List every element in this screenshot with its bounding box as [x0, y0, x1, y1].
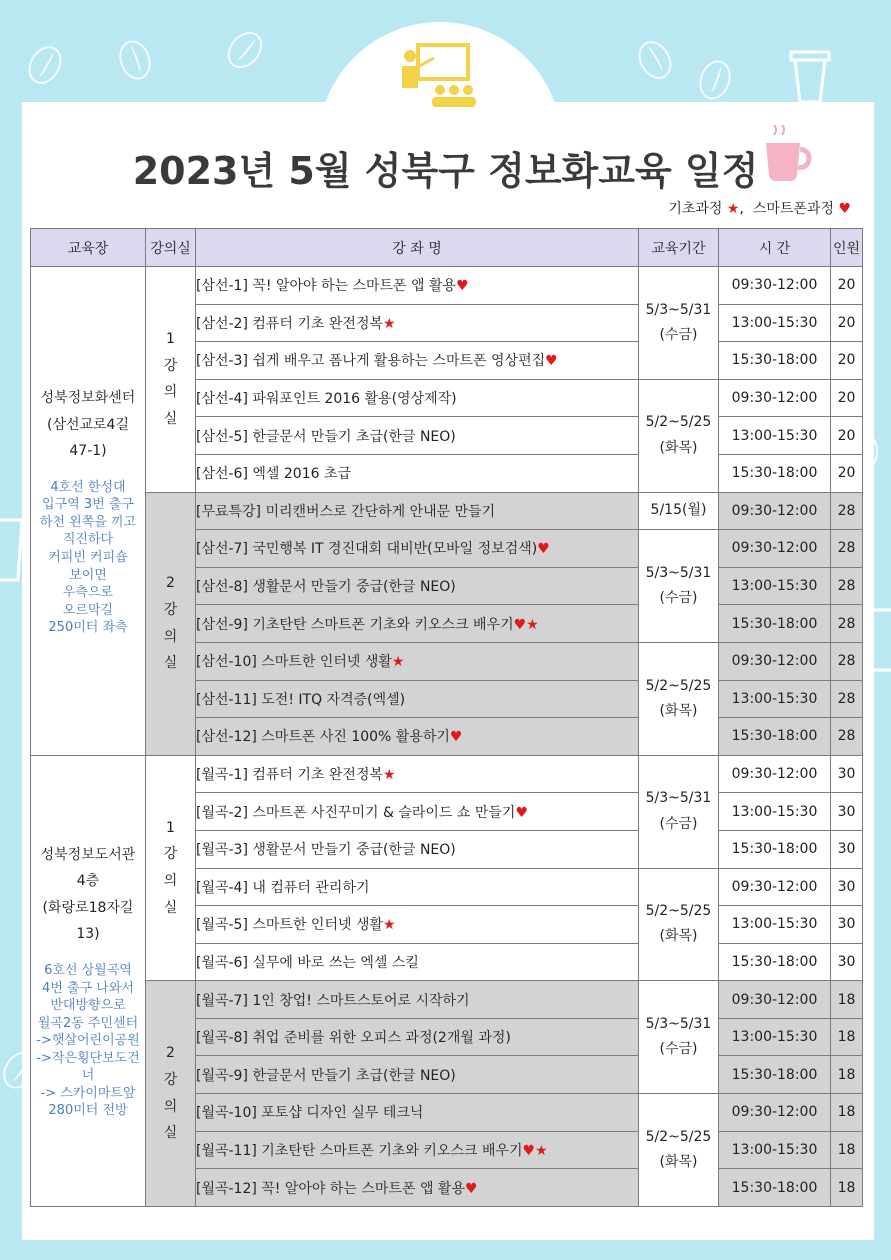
- directions-line: 커피빈 커피숍: [48, 549, 128, 565]
- course-name: [삼선-6] 엑셀 2016 초급: [196, 466, 352, 483]
- course-name-cell: [196, 1169, 639, 1207]
- course-name-cell: [196, 417, 639, 455]
- legend: 기초과정 ★, 스마트폰과정 ♥: [668, 201, 851, 217]
- period-line: (수금): [659, 815, 698, 832]
- period-line: 5/15(월): [650, 502, 707, 519]
- coffee-bean-icon: [694, 56, 736, 104]
- course-marker-icon: ♥: [464, 1180, 478, 1197]
- capacity-cell: 30: [831, 830, 863, 868]
- capacity-cell: 28: [831, 718, 863, 756]
- course-name: [삼선-4] 파워포인트 2016 활용(영상제작): [196, 391, 457, 408]
- course-name-cell: [196, 379, 639, 417]
- period-line: 5/3~5/31: [645, 790, 712, 807]
- table-row: [31, 755, 863, 793]
- capacity-cell: 20: [831, 342, 863, 380]
- capacity-cell: 30: [831, 793, 863, 831]
- classroom-cell: [146, 492, 196, 755]
- time-cell: 09:30-12:00: [719, 981, 831, 1019]
- course-name: [무료특강] 미리캔버스로 간단하게 안내문 만들기: [196, 503, 496, 520]
- time-cell: 09:30-12:00: [719, 868, 831, 906]
- header-cell: 강 좌 명: [196, 229, 639, 267]
- classroom-cell: [146, 267, 196, 493]
- period-line: 5/3~5/31: [645, 1015, 712, 1032]
- capacity-cell: 28: [831, 492, 863, 530]
- time-cell: 15:30-18:00: [719, 1056, 831, 1094]
- time-cell: 13:00-15:30: [719, 680, 831, 718]
- location-name-line: (삼선교로4길: [47, 416, 129, 433]
- classroom-char: 1: [166, 819, 175, 836]
- coffee-cup-icon: [775, 40, 845, 110]
- directions-line: 우측으로: [62, 585, 114, 601]
- course-name: [삼선-9] 기초탄탄 스마트폰 기초와 키오스크 배우기: [196, 616, 514, 633]
- course-name-cell: [196, 755, 639, 793]
- capacity-cell: 20: [831, 454, 863, 492]
- location-name-line: 성북정보도서관: [40, 846, 136, 863]
- capacity-cell: 18: [831, 1131, 863, 1169]
- classroom-char: 강: [163, 1071, 178, 1088]
- course-name: [월곡-1] 컴퓨터 기초 완전정복: [196, 767, 383, 784]
- classroom-char: 의: [163, 628, 178, 645]
- period-cell: [639, 642, 719, 755]
- classroom-char: 1: [166, 331, 175, 348]
- coffee-bean-icon: [632, 35, 678, 85]
- course-marker-icon: ★: [383, 767, 396, 784]
- header-cell: 교육기간: [639, 229, 719, 267]
- course-name-cell: [196, 605, 639, 643]
- course-name-cell: [196, 868, 639, 906]
- time-cell: 13:00-15:30: [719, 906, 831, 944]
- course-name: [월곡-12] 꼭! 알아야 하는 스마트폰 앱 활용: [196, 1180, 465, 1197]
- course-name: [월곡-3] 생활문서 만들기 중급(한글 NEO): [196, 842, 456, 859]
- directions: [31, 479, 145, 637]
- time-cell: 09:30-12:00: [719, 267, 831, 305]
- time-cell: 13:00-15:30: [719, 417, 831, 455]
- page-title: 2023년 5월 성북구 정보화교육 일정: [132, 149, 759, 193]
- time-cell: 09:30-12:00: [719, 379, 831, 417]
- directions-line: -> 스카이마트앞: [40, 1085, 136, 1101]
- capacity-cell: 28: [831, 680, 863, 718]
- directions-line: ->작은횡단보도건너: [36, 1050, 140, 1084]
- capacity-cell: 30: [831, 906, 863, 944]
- capacity-cell: 18: [831, 1094, 863, 1132]
- coffee-bean-icon: [221, 25, 270, 75]
- capacity-cell: 28: [831, 605, 863, 643]
- course-name-cell: [196, 830, 639, 868]
- course-name: [월곡-4] 내 컴퓨터 관리하기: [196, 879, 370, 896]
- directions-line: 6호선 상월곡역: [44, 963, 132, 978]
- time-cell: 15:30-18:00: [719, 718, 831, 756]
- course-marker-icon: ♥: [456, 278, 469, 295]
- course-name-cell: [196, 680, 639, 718]
- period-cell: [639, 981, 719, 1094]
- period-line: 5/2~5/25: [645, 414, 712, 431]
- time-cell: 13:00-15:30: [719, 793, 831, 831]
- course-name-cell: [196, 943, 639, 981]
- course-name: [삼선-2] 컴퓨터 기초 완전정복: [196, 315, 383, 332]
- period-line: 5/2~5/25: [645, 677, 712, 694]
- period-cell: [639, 530, 719, 643]
- course-marker-icon: ♥★: [522, 1142, 548, 1159]
- course-name: [월곡-11] 기초탄탄 스마트폰 기초와 키오스크 배우기: [196, 1142, 523, 1159]
- course-name-cell: [196, 304, 639, 342]
- table-row: [31, 267, 863, 305]
- course-name: [삼선-1] 꼭! 알아야 하는 스마트폰 앱 활용: [196, 278, 457, 295]
- period-line: 5/2~5/25: [645, 1128, 712, 1145]
- location-name-line: 47-1): [69, 443, 107, 460]
- classroom-cell: [146, 755, 196, 981]
- capacity-cell: 30: [831, 755, 863, 793]
- course-name-cell: [196, 492, 639, 530]
- header-cell: 교육장: [31, 229, 146, 267]
- course-name-cell: [196, 793, 639, 831]
- capacity-cell: 18: [831, 1056, 863, 1094]
- period-line: (화목): [659, 928, 698, 945]
- classroom-char: 의: [163, 873, 178, 889]
- period-cell: [639, 755, 719, 868]
- time-cell: 09:30-12:00: [719, 492, 831, 530]
- directions-line: 4호선 한성대: [50, 479, 126, 495]
- capacity-cell: 28: [831, 530, 863, 568]
- course-marker-icon: ♥: [449, 729, 463, 746]
- period-line: (수금): [659, 326, 698, 343]
- classroom-char: 의: [163, 1098, 178, 1115]
- course-marker-icon: ♥: [515, 804, 529, 821]
- classroom-char: 실: [163, 899, 178, 916]
- capacity-cell: 28: [831, 567, 863, 605]
- time-cell: 15:30-18:00: [719, 454, 831, 492]
- classroom-char: 강: [163, 602, 178, 619]
- table-row: [31, 492, 863, 530]
- time-cell: 15:30-18:00: [719, 1169, 831, 1207]
- legend-smart-label: 스마트폰과정: [752, 201, 834, 217]
- capacity-cell: 20: [831, 304, 863, 342]
- course-name-cell: [196, 454, 639, 492]
- course-name: [삼선-11] 도전! ITQ 자격증(엑셀): [196, 691, 406, 708]
- course-name-cell: [196, 567, 639, 605]
- capacity-cell: 28: [831, 642, 863, 680]
- period-line: (화목): [659, 1153, 698, 1170]
- period-cell: [639, 267, 719, 380]
- course-name-cell: [196, 981, 639, 1019]
- coffee-bean-icon: [22, 40, 68, 90]
- period-cell: [639, 492, 719, 530]
- course-marker-icon: ★: [383, 315, 396, 332]
- course-name-cell: [196, 1056, 639, 1094]
- course-name: [월곡-9] 한글문서 만들기 초급(한글 NEO): [196, 1067, 456, 1084]
- time-cell: 09:30-12:00: [719, 1094, 831, 1132]
- table-header-row: [31, 229, 863, 267]
- course-name: [월곡-5] 스마트한 인터넷 생활: [196, 917, 383, 934]
- capacity-cell: 18: [831, 1018, 863, 1056]
- course-name: [월곡-7] 1인 창업! 스마트스토어로 시작하기: [196, 992, 470, 1009]
- table-row: [31, 981, 863, 1019]
- course-name: [삼선-3] 쉽게 배우고 폼나게 활용하는 스마트폰 영상편집: [196, 353, 546, 370]
- course-name: [월곡-10] 포토샵 디자인 실무 테크닉: [196, 1105, 424, 1122]
- period-cell: [639, 379, 719, 492]
- period-cell: [639, 1094, 719, 1207]
- directions-line: 오르막길: [62, 602, 114, 618]
- directions-line: 반대방향으로: [50, 998, 126, 1014]
- time-cell: 09:30-12:00: [719, 755, 831, 793]
- time-cell: 13:00-15:30: [719, 304, 831, 342]
- header-cell: 인원: [831, 229, 863, 267]
- location-name-line: 4층: [76, 873, 100, 890]
- course-name-cell: [196, 1094, 639, 1132]
- time-cell: 09:30-12:00: [719, 530, 831, 568]
- period-line: (화목): [659, 439, 698, 456]
- capacity-cell: 30: [831, 868, 863, 906]
- period-cell: [639, 868, 719, 981]
- directions-line: ->햇살어린이공원: [36, 1033, 140, 1049]
- directions-line: 보이면: [69, 567, 107, 583]
- heart-icon: ♥: [838, 201, 851, 217]
- directions-line: 월곡2동 주민센터: [37, 1015, 139, 1031]
- time-cell: 09:30-12:00: [719, 642, 831, 680]
- course-name: [삼선-8] 생활문서 만들기 중급(한글 NEO): [196, 579, 456, 596]
- period-line: 5/3~5/31: [645, 301, 712, 318]
- legend-basic-label: 기초과정: [668, 201, 723, 217]
- location-cell: [31, 267, 146, 756]
- classroom-char: 실: [163, 655, 178, 672]
- course-name: [삼선-7] 국민행복 IT 경진대회 대비반(모바일 정보검색): [196, 541, 538, 558]
- classroom-char: 강: [163, 357, 178, 374]
- course-marker-icon: ♥: [545, 353, 558, 370]
- time-cell: 15:30-18:00: [719, 830, 831, 868]
- time-cell: 13:00-15:30: [719, 1018, 831, 1056]
- location-name-line: 13): [76, 926, 100, 943]
- coffee-bean-icon: [114, 36, 156, 84]
- course-name: [삼선-5] 한글문서 만들기 초급(한글 NEO): [196, 428, 456, 445]
- course-name-cell: [196, 906, 639, 944]
- directions-line: 280미터 전방: [48, 1103, 128, 1119]
- location-name-line: (화랑로18자길: [42, 899, 134, 916]
- course-marker-icon: ♥★: [513, 616, 539, 633]
- classroom-char: 실: [163, 1125, 178, 1142]
- location-cell: [31, 755, 146, 1206]
- time-cell: 15:30-18:00: [719, 342, 831, 380]
- course-name: [월곡-2] 스마트폰 사진꾸미기 & 슬라이드 쇼 만들기: [196, 804, 516, 821]
- directions-line: 하천 왼쪽을 끼고: [39, 514, 137, 530]
- period-line: 5/2~5/25: [645, 903, 712, 920]
- classroom-char: 강: [163, 846, 178, 863]
- star-icon: ★: [726, 201, 740, 217]
- capacity-cell: 30: [831, 943, 863, 981]
- course-name: [삼선-12] 스마트폰 사진 100% 활용하기: [196, 729, 450, 746]
- time-cell: 13:00-15:30: [719, 567, 831, 605]
- capacity-cell: 20: [831, 379, 863, 417]
- course-name-cell: [196, 1018, 639, 1056]
- directions-line: 직진하다: [62, 532, 114, 548]
- capacity-cell: 18: [831, 981, 863, 1019]
- course-name-cell: [196, 642, 639, 680]
- location-name-line: 성북정보화센터: [40, 390, 136, 406]
- period-line: (수금): [659, 1041, 698, 1058]
- schedule-table: [30, 228, 863, 1207]
- course-name: [삼선-10] 스마트한 인터넷 생활: [196, 654, 392, 671]
- course-name-cell: [196, 342, 639, 380]
- course-name-cell: [196, 1131, 639, 1169]
- header-cell: 시 간: [719, 229, 831, 267]
- period-line: (수금): [659, 590, 698, 607]
- course-marker-icon: ♥: [537, 541, 550, 558]
- course-marker-icon: ★: [383, 917, 396, 934]
- directions: [31, 962, 145, 1120]
- course-name-cell: [196, 530, 639, 568]
- teacher-board-icon: [396, 42, 486, 112]
- capacity-cell: 18: [831, 1169, 863, 1207]
- header-cell: 강의실: [146, 229, 196, 267]
- classroom-char: 실: [163, 410, 178, 427]
- directions-line: 입구역 3번 출구: [42, 497, 134, 513]
- directions-line: 4번 출구 나와서: [42, 980, 134, 996]
- course-name: [월곡-6] 실무에 바로 쓰는 엑셀 스킬: [196, 954, 419, 971]
- capacity-cell: 20: [831, 267, 863, 305]
- period-line: (화목): [659, 702, 698, 719]
- classroom-cell: [146, 981, 196, 1207]
- course-name-cell: [196, 267, 639, 305]
- course-name: [월곡-8] 취업 준비를 위한 오피스 과정(2개월 과정): [196, 1030, 511, 1047]
- course-marker-icon: ★: [391, 654, 405, 671]
- classroom-char: 의: [163, 384, 178, 401]
- time-cell: 15:30-18:00: [719, 605, 831, 643]
- capacity-cell: 20: [831, 417, 863, 455]
- directions-line: 250미터 좌측: [48, 620, 128, 636]
- classroom-char: 2: [166, 1045, 175, 1062]
- classroom-char: 2: [166, 575, 175, 592]
- course-name-cell: [196, 718, 639, 756]
- time-cell: 15:30-18:00: [719, 943, 831, 981]
- period-line: 5/3~5/31: [645, 564, 712, 581]
- time-cell: 13:00-15:30: [719, 1131, 831, 1169]
